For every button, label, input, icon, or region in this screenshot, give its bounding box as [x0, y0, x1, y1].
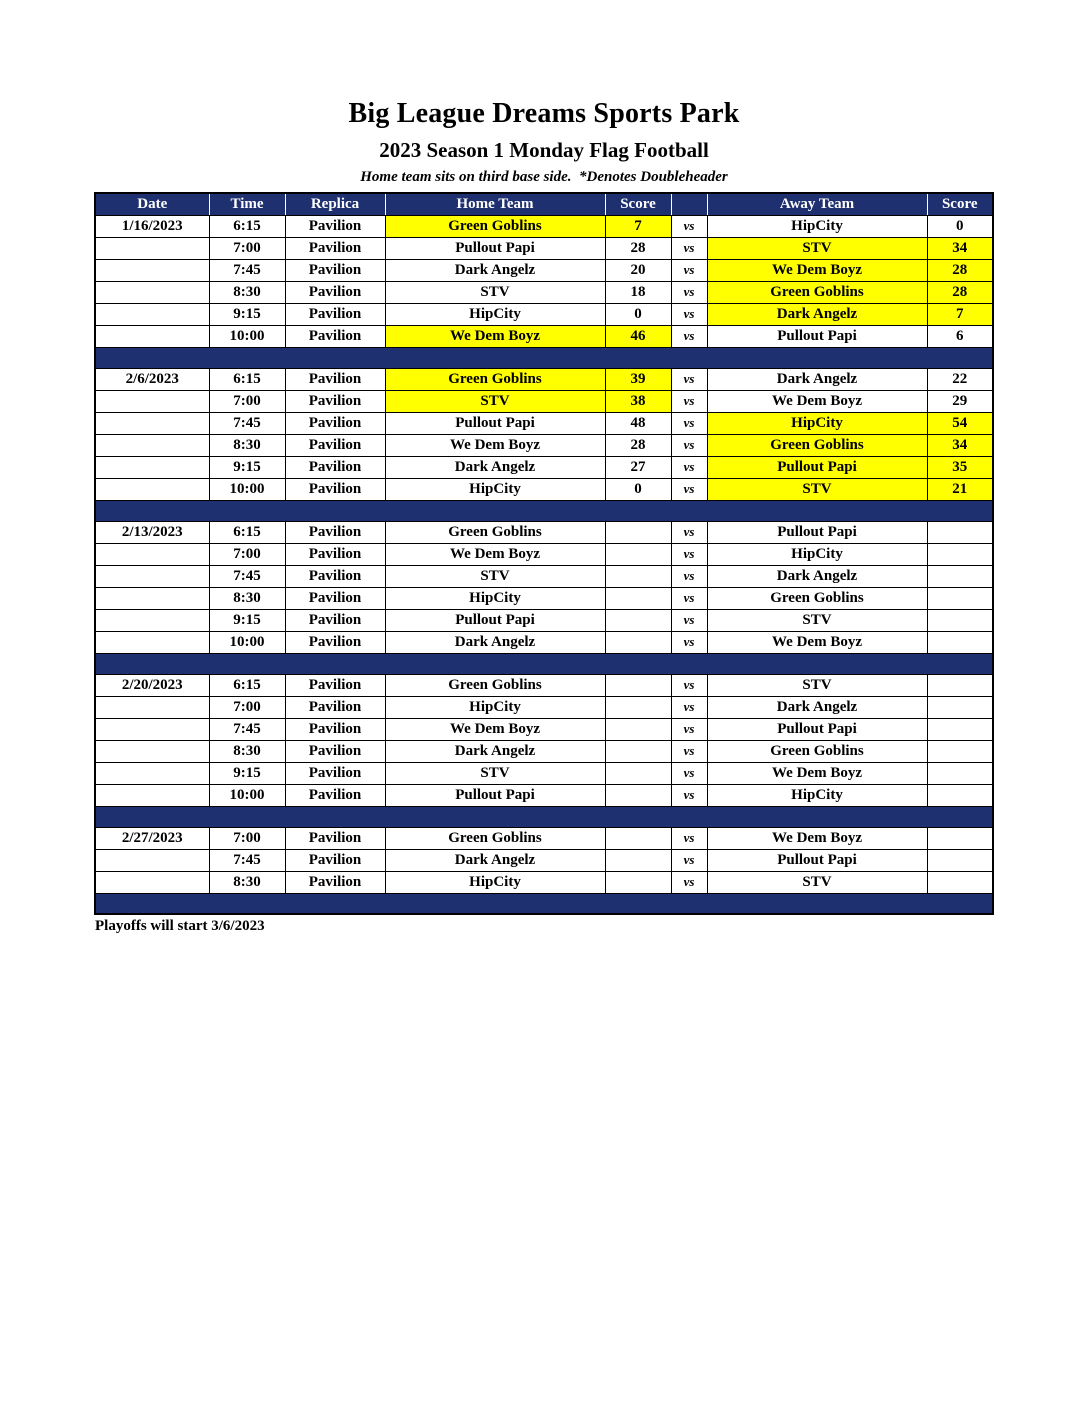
away-score-cell: [927, 718, 993, 740]
home-team-cell: We Dem Boyz: [385, 325, 605, 347]
date-cell: [95, 609, 209, 631]
home-team-cell: Dark Angelz: [385, 259, 605, 281]
away-team-cell: We Dem Boyz: [707, 390, 927, 412]
game-row: [95, 543, 993, 565]
home-score-cell: 46: [605, 325, 671, 347]
game-row: [95, 390, 993, 412]
week-separator-bar: [95, 347, 993, 368]
away-score-cell: 6: [927, 325, 993, 347]
home-team-cell: Pullout Papi: [385, 784, 605, 806]
date-cell: [95, 456, 209, 478]
away-team-cell: We Dem Boyz: [707, 762, 927, 784]
away-score-cell: [927, 565, 993, 587]
schedule-note: Home team sits on third base side. *Denotes Doubleheader: [360, 169, 728, 185]
away-team-cell: We Dem Boyz: [707, 631, 927, 653]
away-team-cell: Green Goblins: [707, 740, 927, 762]
away-score-cell: 0: [927, 215, 993, 237]
time-cell: 6:15: [209, 215, 285, 237]
time-cell: 7:45: [209, 412, 285, 434]
week-separator-bar: [95, 893, 993, 914]
away-team-cell: STV: [707, 871, 927, 893]
home-team-cell: We Dem Boyz: [385, 434, 605, 456]
replica-cell: Pavilion: [285, 762, 385, 784]
date-cell: [95, 543, 209, 565]
home-score-cell: [605, 587, 671, 609]
time-cell: 7:00: [209, 696, 285, 718]
away-score-cell: [927, 521, 993, 543]
away-score-cell: [927, 543, 993, 565]
vs-cell: vs: [671, 434, 707, 456]
date-cell: [95, 565, 209, 587]
date-cell: [95, 390, 209, 412]
time-cell: 9:15: [209, 762, 285, 784]
header-home-score: Score: [605, 193, 671, 215]
date-cell: [95, 478, 209, 500]
vs-cell: vs: [671, 456, 707, 478]
vs-cell: vs: [671, 784, 707, 806]
date-cell: [95, 303, 209, 325]
game-row: [95, 696, 993, 718]
away-team-cell: STV: [707, 237, 927, 259]
away-score-cell: 7: [927, 303, 993, 325]
home-score-cell: [605, 521, 671, 543]
game-row: [95, 609, 993, 631]
game-row: [95, 237, 993, 259]
replica-cell: Pavilion: [285, 303, 385, 325]
time-cell: 8:30: [209, 740, 285, 762]
away-team-cell: HipCity: [707, 215, 927, 237]
home-score-cell: 0: [605, 303, 671, 325]
home-score-cell: 28: [605, 434, 671, 456]
away-score-cell: 28: [927, 259, 993, 281]
home-score-cell: [605, 784, 671, 806]
replica-cell: Pavilion: [285, 827, 385, 849]
away-score-cell: [927, 871, 993, 893]
week-separator-row: [95, 893, 993, 914]
page-title: Big League Dreams Sports Park: [348, 98, 740, 129]
away-team-cell: Dark Angelz: [707, 368, 927, 390]
game-row: [95, 762, 993, 784]
replica-cell: Pavilion: [285, 368, 385, 390]
game-row: [95, 740, 993, 762]
week-separator-bar: [95, 500, 993, 521]
away-score-cell: 54: [927, 412, 993, 434]
time-cell: 9:15: [209, 303, 285, 325]
away-score-cell: 22: [927, 368, 993, 390]
replica-cell: Pavilion: [285, 259, 385, 281]
away-team-cell: Pullout Papi: [707, 325, 927, 347]
vs-cell: vs: [671, 849, 707, 871]
replica-cell: Pavilion: [285, 565, 385, 587]
game-row: [95, 259, 993, 281]
home-team-cell: Dark Angelz: [385, 740, 605, 762]
replica-cell: Pavilion: [285, 325, 385, 347]
time-cell: 8:30: [209, 434, 285, 456]
game-row: [95, 412, 993, 434]
page-subtitle: 2023 Season 1 Monday Flag Football: [379, 138, 709, 162]
week-separator-bar: [95, 806, 993, 827]
away-score-cell: 21: [927, 478, 993, 500]
home-score-cell: [605, 718, 671, 740]
home-score-cell: 38: [605, 390, 671, 412]
time-cell: 6:15: [209, 368, 285, 390]
home-team-cell: HipCity: [385, 587, 605, 609]
replica-cell: Pavilion: [285, 215, 385, 237]
header-replica: Replica: [285, 193, 385, 215]
home-score-cell: [605, 696, 671, 718]
replica-cell: Pavilion: [285, 696, 385, 718]
header-time: Time: [209, 193, 285, 215]
date-cell: 2/6/2023: [95, 368, 209, 390]
home-score-cell: [605, 543, 671, 565]
home-team-cell: STV: [385, 390, 605, 412]
header-away-team: Away Team: [707, 193, 927, 215]
vs-cell: vs: [671, 674, 707, 696]
away-score-cell: 29: [927, 390, 993, 412]
replica-cell: Pavilion: [285, 871, 385, 893]
table-header-row: [95, 193, 993, 215]
game-row: [95, 871, 993, 893]
vs-cell: vs: [671, 478, 707, 500]
time-cell: 10:00: [209, 325, 285, 347]
away-score-cell: [927, 740, 993, 762]
home-team-cell: HipCity: [385, 303, 605, 325]
date-cell: [95, 631, 209, 653]
away-team-cell: HipCity: [707, 784, 927, 806]
date-cell: [95, 281, 209, 303]
date-cell: [95, 325, 209, 347]
time-cell: 6:15: [209, 674, 285, 696]
replica-cell: Pavilion: [285, 478, 385, 500]
vs-cell: vs: [671, 740, 707, 762]
away-team-cell: We Dem Boyz: [707, 259, 927, 281]
away-team-cell: Dark Angelz: [707, 303, 927, 325]
home-score-cell: [605, 740, 671, 762]
vs-cell: vs: [671, 325, 707, 347]
date-cell: [95, 718, 209, 740]
game-row: [95, 565, 993, 587]
home-score-cell: 20: [605, 259, 671, 281]
home-score-cell: 39: [605, 368, 671, 390]
home-score-cell: [605, 631, 671, 653]
schedule-table: [94, 192, 994, 915]
time-cell: 8:30: [209, 587, 285, 609]
home-score-cell: [605, 827, 671, 849]
replica-cell: Pavilion: [285, 718, 385, 740]
vs-cell: vs: [671, 390, 707, 412]
home-team-cell: HipCity: [385, 478, 605, 500]
replica-cell: Pavilion: [285, 434, 385, 456]
home-team-cell: Dark Angelz: [385, 849, 605, 871]
home-team-cell: STV: [385, 565, 605, 587]
home-score-cell: 28: [605, 237, 671, 259]
away-score-cell: 34: [927, 434, 993, 456]
game-row: [95, 827, 993, 849]
game-row: [95, 281, 993, 303]
away-score-cell: [927, 587, 993, 609]
vs-cell: vs: [671, 565, 707, 587]
home-team-cell: Green Goblins: [385, 215, 605, 237]
away-team-cell: STV: [707, 674, 927, 696]
replica-cell: Pavilion: [285, 740, 385, 762]
home-team-cell: Pullout Papi: [385, 412, 605, 434]
home-score-cell: 48: [605, 412, 671, 434]
week-separator-row: [95, 806, 993, 827]
away-score-cell: [927, 849, 993, 871]
time-cell: 7:45: [209, 259, 285, 281]
home-score-cell: 0: [605, 478, 671, 500]
replica-cell: Pavilion: [285, 521, 385, 543]
game-row: [95, 631, 993, 653]
away-score-cell: [927, 762, 993, 784]
time-cell: 10:00: [209, 478, 285, 500]
replica-cell: Pavilion: [285, 412, 385, 434]
away-score-cell: [927, 827, 993, 849]
vs-cell: vs: [671, 827, 707, 849]
replica-cell: Pavilion: [285, 543, 385, 565]
playoffs-note: Playoffs will start 3/6/2023: [95, 918, 265, 934]
time-cell: 7:00: [209, 827, 285, 849]
away-score-cell: [927, 674, 993, 696]
game-row: [95, 456, 993, 478]
date-cell: [95, 259, 209, 281]
game-row: [95, 784, 993, 806]
date-cell: 2/20/2023: [95, 674, 209, 696]
away-team-cell: Green Goblins: [707, 434, 927, 456]
home-team-cell: Green Goblins: [385, 368, 605, 390]
away-team-cell: STV: [707, 478, 927, 500]
date-cell: [95, 871, 209, 893]
vs-cell: vs: [671, 587, 707, 609]
home-team-cell: Green Goblins: [385, 674, 605, 696]
vs-cell: vs: [671, 762, 707, 784]
date-cell: [95, 412, 209, 434]
home-score-cell: 7: [605, 215, 671, 237]
away-score-cell: 35: [927, 456, 993, 478]
time-cell: 9:15: [209, 609, 285, 631]
header-away-score: Score: [927, 193, 993, 215]
game-row: [95, 587, 993, 609]
away-team-cell: Dark Angelz: [707, 696, 927, 718]
away-score-cell: 34: [927, 237, 993, 259]
time-cell: 6:15: [209, 521, 285, 543]
vs-cell: vs: [671, 696, 707, 718]
time-cell: 7:00: [209, 543, 285, 565]
vs-cell: vs: [671, 368, 707, 390]
date-cell: [95, 784, 209, 806]
time-cell: 7:00: [209, 237, 285, 259]
home-team-cell: Dark Angelz: [385, 456, 605, 478]
away-team-cell: Pullout Papi: [707, 849, 927, 871]
home-score-cell: [605, 609, 671, 631]
vs-cell: vs: [671, 303, 707, 325]
replica-cell: Pavilion: [285, 281, 385, 303]
vs-cell: vs: [671, 871, 707, 893]
game-row: [95, 368, 993, 390]
home-team-cell: Dark Angelz: [385, 631, 605, 653]
home-score-cell: [605, 762, 671, 784]
replica-cell: Pavilion: [285, 456, 385, 478]
replica-cell: Pavilion: [285, 390, 385, 412]
date-cell: 2/27/2023: [95, 827, 209, 849]
home-team-cell: We Dem Boyz: [385, 543, 605, 565]
time-cell: 7:45: [209, 849, 285, 871]
date-cell: 1/16/2023: [95, 215, 209, 237]
week-separator-bar: [95, 653, 993, 674]
home-team-cell: Pullout Papi: [385, 609, 605, 631]
header-vs: [671, 193, 707, 215]
home-team-cell: Green Goblins: [385, 521, 605, 543]
vs-cell: vs: [671, 281, 707, 303]
away-team-cell: Pullout Papi: [707, 456, 927, 478]
date-cell: [95, 740, 209, 762]
date-cell: [95, 762, 209, 784]
away-score-cell: 28: [927, 281, 993, 303]
vs-cell: vs: [671, 521, 707, 543]
home-score-cell: 18: [605, 281, 671, 303]
date-cell: [95, 237, 209, 259]
week-separator-row: [95, 347, 993, 368]
home-score-cell: [605, 674, 671, 696]
time-cell: 7:00: [209, 390, 285, 412]
away-team-cell: Pullout Papi: [707, 521, 927, 543]
game-row: [95, 478, 993, 500]
replica-cell: Pavilion: [285, 237, 385, 259]
vs-cell: vs: [671, 718, 707, 740]
time-cell: 8:30: [209, 871, 285, 893]
home-score-cell: [605, 565, 671, 587]
week-separator-row: [95, 653, 993, 674]
home-score-cell: 27: [605, 456, 671, 478]
away-team-cell: Dark Angelz: [707, 565, 927, 587]
week-separator-row: [95, 500, 993, 521]
away-score-cell: [927, 631, 993, 653]
time-cell: 9:15: [209, 456, 285, 478]
home-score-cell: [605, 849, 671, 871]
away-score-cell: [927, 784, 993, 806]
time-cell: 8:30: [209, 281, 285, 303]
away-score-cell: [927, 609, 993, 631]
home-score-cell: [605, 871, 671, 893]
replica-cell: Pavilion: [285, 674, 385, 696]
away-team-cell: Green Goblins: [707, 587, 927, 609]
header-date: Date: [95, 193, 209, 215]
game-row: [95, 849, 993, 871]
away-team-cell: HipCity: [707, 543, 927, 565]
away-team-cell: STV: [707, 609, 927, 631]
away-team-cell: We Dem Boyz: [707, 827, 927, 849]
time-cell: 10:00: [209, 631, 285, 653]
game-row: [95, 215, 993, 237]
vs-cell: vs: [671, 609, 707, 631]
replica-cell: Pavilion: [285, 849, 385, 871]
vs-cell: vs: [671, 631, 707, 653]
replica-cell: Pavilion: [285, 587, 385, 609]
replica-cell: Pavilion: [285, 609, 385, 631]
home-team-cell: HipCity: [385, 696, 605, 718]
header-home-team: Home Team: [385, 193, 605, 215]
vs-cell: vs: [671, 543, 707, 565]
game-row: [95, 325, 993, 347]
date-cell: 2/13/2023: [95, 521, 209, 543]
home-team-cell: STV: [385, 762, 605, 784]
game-row: [95, 303, 993, 325]
time-cell: 7:45: [209, 718, 285, 740]
vs-cell: vs: [671, 412, 707, 434]
time-cell: 10:00: [209, 784, 285, 806]
time-cell: 7:45: [209, 565, 285, 587]
game-row: [95, 521, 993, 543]
away-team-cell: Pullout Papi: [707, 718, 927, 740]
vs-cell: vs: [671, 215, 707, 237]
home-team-cell: Pullout Papi: [385, 237, 605, 259]
home-team-cell: We Dem Boyz: [385, 718, 605, 740]
home-team-cell: STV: [385, 281, 605, 303]
away-score-cell: [927, 696, 993, 718]
away-team-cell: Green Goblins: [707, 281, 927, 303]
date-cell: [95, 696, 209, 718]
replica-cell: Pavilion: [285, 784, 385, 806]
game-row: [95, 718, 993, 740]
date-cell: [95, 849, 209, 871]
home-team-cell: HipCity: [385, 871, 605, 893]
replica-cell: Pavilion: [285, 631, 385, 653]
game-row: [95, 674, 993, 696]
away-team-cell: HipCity: [707, 412, 927, 434]
date-cell: [95, 434, 209, 456]
home-team-cell: Green Goblins: [385, 827, 605, 849]
vs-cell: vs: [671, 259, 707, 281]
date-cell: [95, 587, 209, 609]
game-row: [95, 434, 993, 456]
vs-cell: vs: [671, 237, 707, 259]
